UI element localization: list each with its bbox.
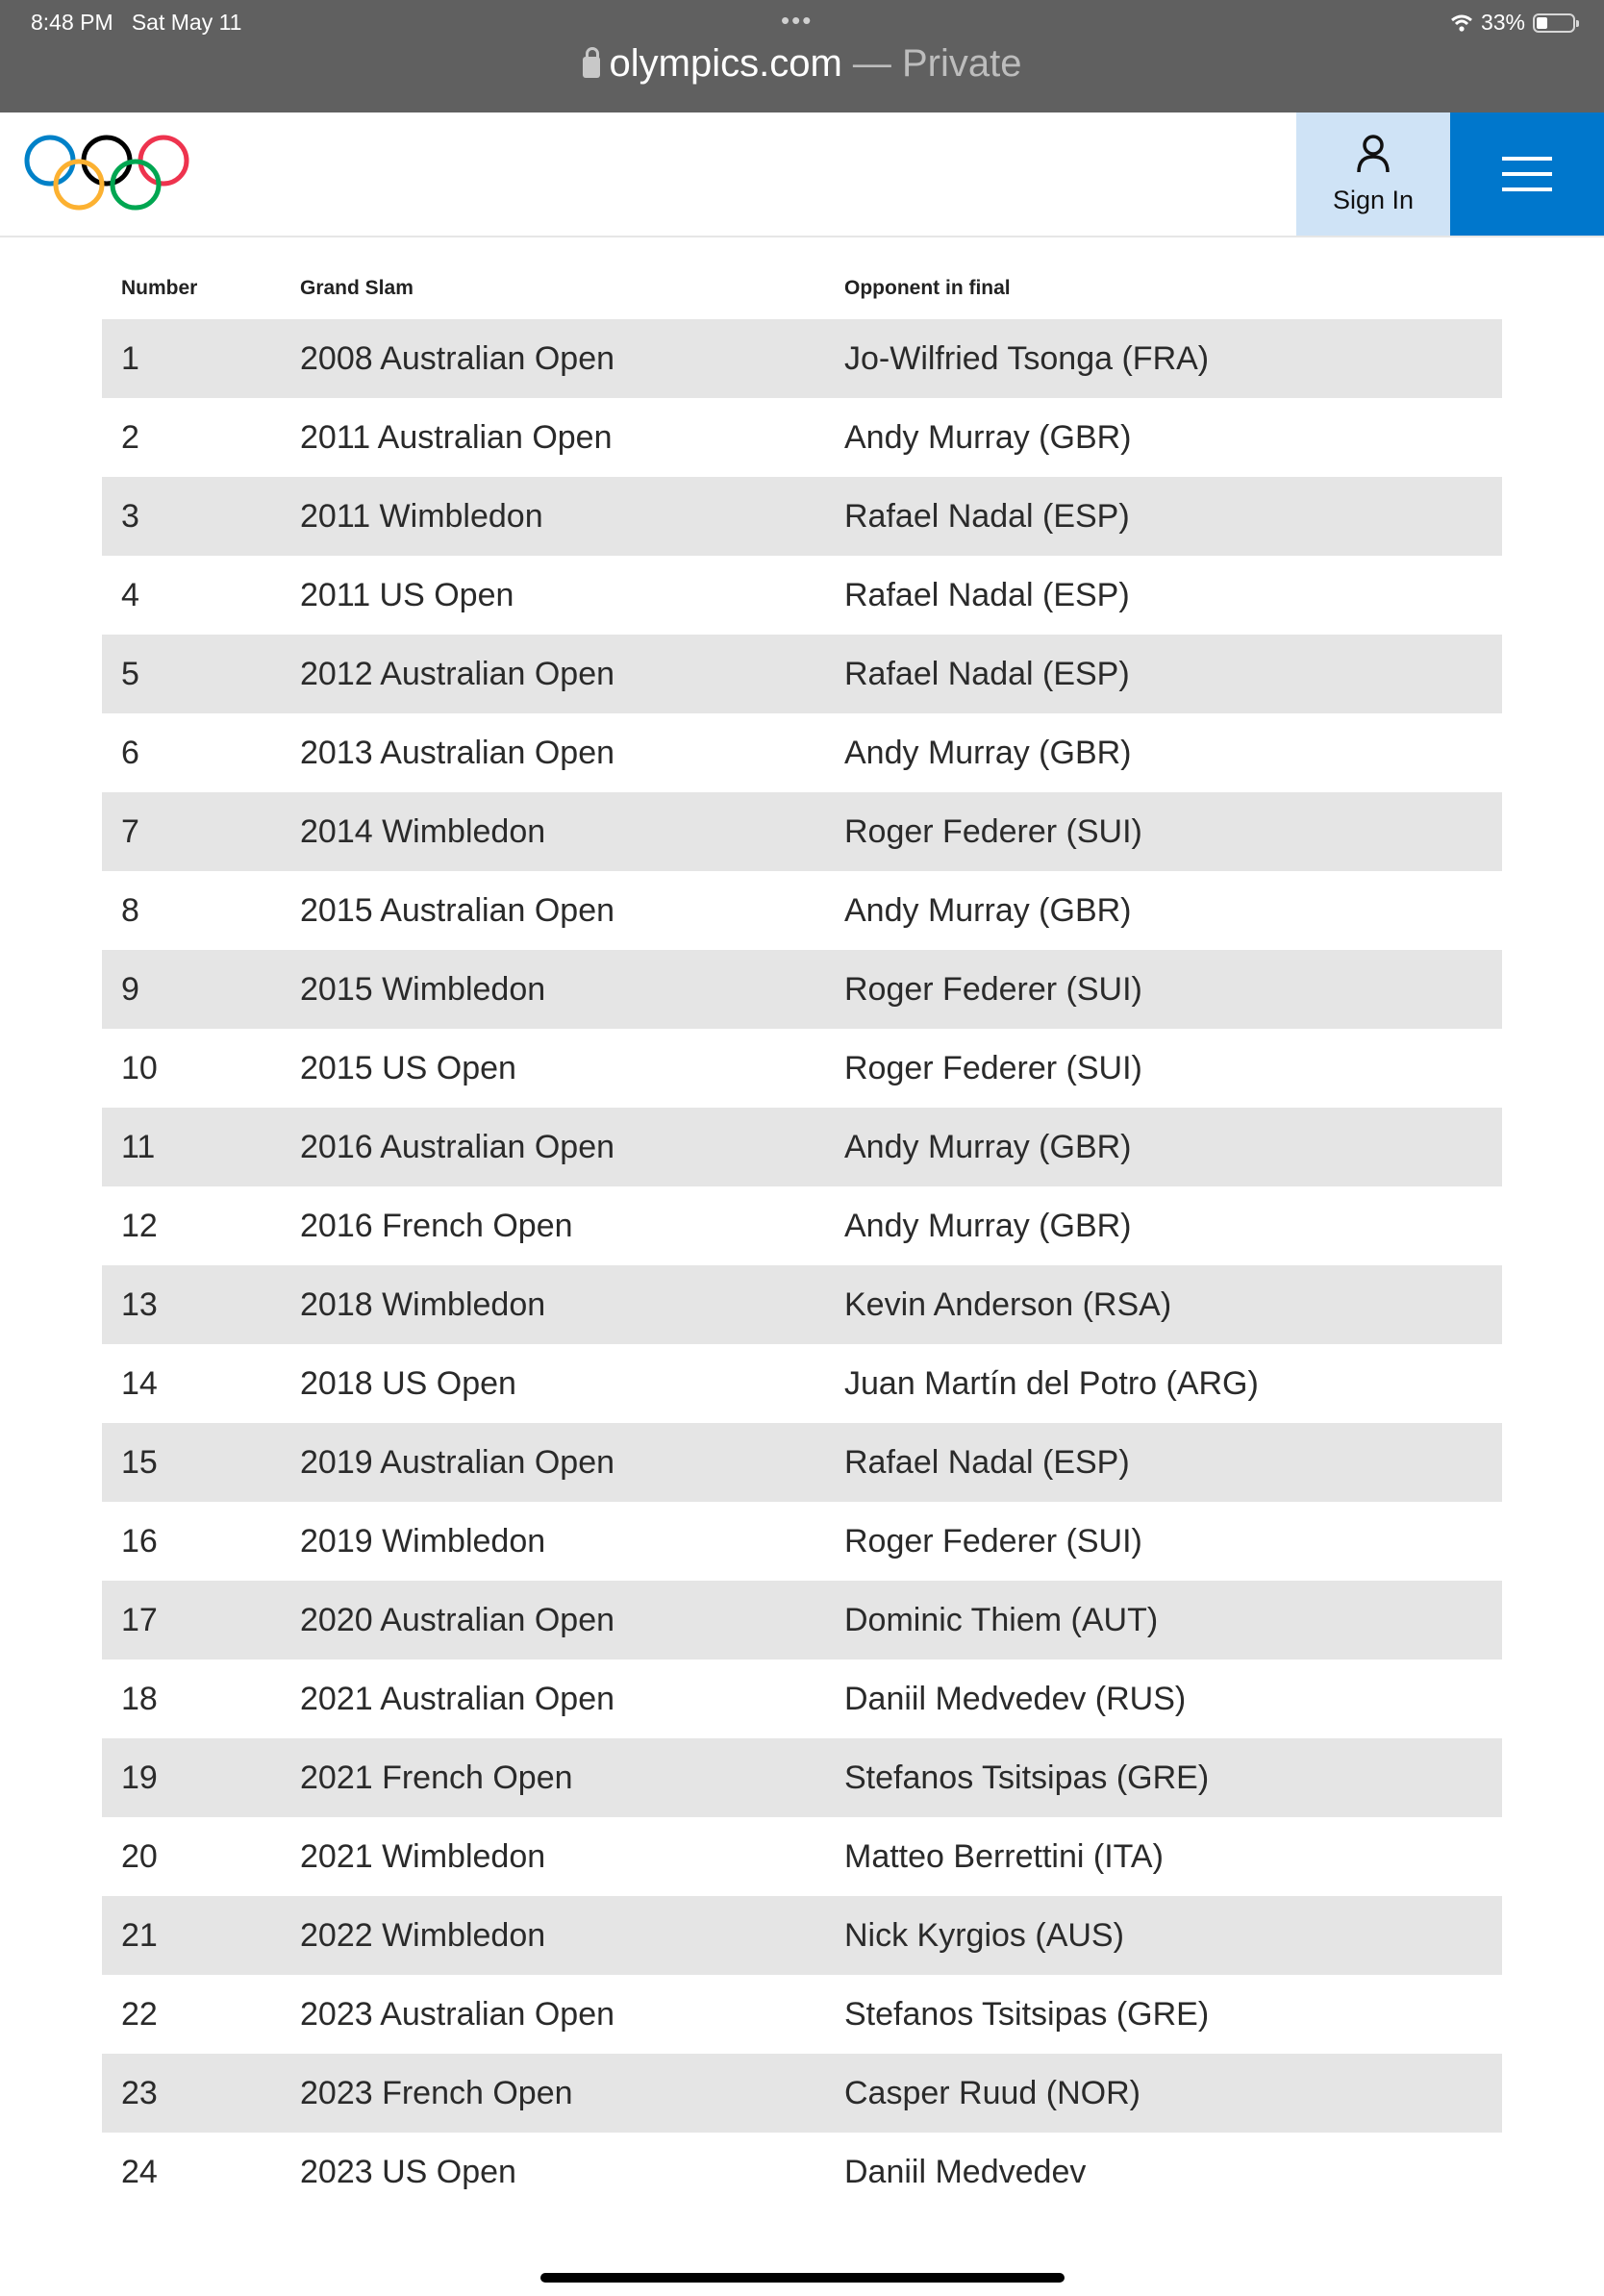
cell-grand-slam: 2008 Australian Open: [300, 340, 615, 377]
wifi-icon: [1450, 13, 1473, 33]
cell-grand-slam: 2023 French Open: [300, 2075, 573, 2111]
table-row: [102, 1344, 1502, 1423]
ring-red: [140, 137, 187, 184]
cell-opponent: Kevin Anderson (RSA): [844, 1286, 1172, 1323]
table-row: [102, 871, 1502, 950]
cell-grand-slam: 2019 Australian Open: [300, 1444, 615, 1481]
site-header: [0, 112, 1604, 237]
sign-in-label: Sign In: [1332, 186, 1415, 214]
ring-black: [84, 137, 130, 184]
status-time: [31, 10, 241, 36]
cell-grand-slam: 2021 Australian Open: [300, 1681, 615, 1717]
cell-number: 8: [121, 892, 139, 929]
cell-number: 23: [121, 2075, 158, 2111]
cell-opponent: Stefanos Tsitsipas (GRE): [844, 1759, 1210, 1796]
cell-opponent: Matteo Berrettini (ITA): [844, 1838, 1164, 1875]
cell-number: 24: [121, 2154, 158, 2190]
date-text: Sat May 11: [131, 10, 242, 35]
multitasking-dots-icon[interactable]: •••: [781, 6, 814, 35]
cell-opponent: Andy Murray (GBR): [844, 1208, 1132, 1244]
table-row: [102, 477, 1502, 556]
cell-grand-slam: 2022 Wimbledon: [300, 1917, 546, 1954]
table-row: [102, 398, 1502, 477]
table-row: [102, 1660, 1502, 1738]
sign-in-button[interactable]: [1296, 112, 1450, 236]
cell-grand-slam: 2015 Australian Open: [300, 892, 615, 929]
menu-bar: [1502, 172, 1552, 176]
cell-opponent: Roger Federer (SUI): [844, 971, 1142, 1008]
cell-number: 10: [121, 1050, 158, 1086]
cell-opponent: Rafael Nadal (ESP): [844, 577, 1130, 613]
cell-number: 21: [121, 1917, 158, 1954]
cell-grand-slam: 2013 Australian Open: [300, 735, 615, 771]
table-row: [102, 2054, 1502, 2133]
cell-opponent: Andy Murray (GBR): [844, 735, 1132, 771]
url-separator: —: [841, 42, 902, 85]
table-body: [102, 319, 1502, 2211]
table-row: [102, 1817, 1502, 1896]
user-icon: [1354, 134, 1392, 174]
cell-opponent: Daniil Medvedev (RUS): [844, 1681, 1187, 1717]
cell-opponent: Rafael Nadal (ESP): [844, 656, 1130, 692]
cell-opponent: Roger Federer (SUI): [844, 1523, 1142, 1560]
table-row: [102, 1186, 1502, 1265]
cell-number: 3: [121, 498, 139, 535]
table-header: [102, 258, 1502, 319]
lock-icon: [583, 57, 600, 78]
cell-opponent: Dominic Thiem (AUT): [844, 1602, 1159, 1638]
cell-number: 20: [121, 1838, 158, 1875]
table-row: [102, 556, 1502, 635]
cell-number: 14: [121, 1365, 158, 1402]
cell-grand-slam: 2016 Australian Open: [300, 1129, 615, 1165]
header-grand-slam: Grand Slam: [300, 277, 414, 299]
cell-number: 4: [121, 577, 139, 613]
cell-grand-slam: 2019 Wimbledon: [300, 1523, 546, 1560]
home-indicator[interactable]: [540, 2273, 1065, 2283]
table-row: [102, 1029, 1502, 1108]
status-right: [1450, 10, 1575, 36]
cell-opponent: Nick Kyrgios (AUS): [844, 1917, 1124, 1954]
battery-icon: [1533, 13, 1575, 33]
cell-number: 16: [121, 1523, 158, 1560]
url-host: olympics.com: [609, 42, 842, 85]
private-mode-label: Private: [902, 42, 1022, 85]
table-row: [102, 1581, 1502, 1660]
table-row: [102, 1738, 1502, 1817]
cell-opponent: Daniil Medvedev: [844, 2154, 1087, 2190]
cell-number: 7: [121, 813, 139, 850]
cell-number: 11: [121, 1129, 156, 1165]
ring-blue: [27, 137, 73, 184]
cell-grand-slam: 2021 French Open: [300, 1759, 573, 1796]
table-row: [102, 1108, 1502, 1186]
cell-grand-slam: 2015 US Open: [300, 1050, 516, 1086]
cell-grand-slam: 2014 Wimbledon: [300, 813, 546, 850]
cell-grand-slam: 2016 French Open: [300, 1208, 573, 1244]
address-bar[interactable]: [0, 42, 1604, 86]
cell-opponent: Andy Murray (GBR): [844, 892, 1132, 929]
olympic-rings-logo[interactable]: [21, 132, 194, 218]
table-row: [102, 950, 1502, 1029]
cell-opponent: Jo-Wilfried Tsonga (FRA): [844, 340, 1210, 377]
menu-bar: [1502, 157, 1552, 161]
cell-opponent: Roger Federer (SUI): [844, 813, 1142, 850]
cell-grand-slam: 2011 Wimbledon: [300, 498, 543, 535]
cell-number: 15: [121, 1444, 158, 1481]
table-row: [102, 319, 1502, 398]
cell-grand-slam: 2012 Australian Open: [300, 656, 615, 692]
time-text: 8:48 PM: [31, 10, 113, 35]
cell-number: 9: [121, 971, 139, 1008]
battery-percent: 33%: [1480, 10, 1525, 35]
cell-grand-slam: 2023 US Open: [300, 2154, 516, 2190]
cell-opponent: Rafael Nadal (ESP): [844, 498, 1130, 535]
cell-opponent: Andy Murray (GBR): [844, 1129, 1132, 1165]
table-row: [102, 635, 1502, 713]
cell-grand-slam: 2018 US Open: [300, 1365, 516, 1402]
table-row: [102, 2133, 1502, 2211]
cell-opponent: Casper Ruud (NOR): [844, 2075, 1140, 2111]
cell-grand-slam: 2020 Australian Open: [300, 1602, 615, 1638]
hamburger-menu-button[interactable]: [1450, 112, 1604, 236]
cell-grand-slam: 2023 Australian Open: [300, 1996, 615, 2033]
table-row: [102, 1896, 1502, 1975]
cell-number: 6: [121, 735, 139, 771]
cell-number: 5: [121, 656, 139, 692]
table-row: [102, 1423, 1502, 1502]
status-bar: [0, 0, 1604, 112]
cell-grand-slam: 2011 Australian Open: [300, 419, 613, 456]
cell-number: 2: [121, 419, 139, 456]
ring-yellow: [56, 162, 102, 208]
menu-bar: [1502, 187, 1552, 191]
table-row: [102, 1265, 1502, 1344]
ring-green: [113, 162, 159, 208]
cell-grand-slam: 2015 Wimbledon: [300, 971, 546, 1008]
table-row: [102, 1975, 1502, 2054]
cell-number: 13: [121, 1286, 158, 1323]
cell-grand-slam: 2021 Wimbledon: [300, 1838, 546, 1875]
cell-number: 22: [121, 1996, 158, 2033]
cell-grand-slam: 2011 US Open: [300, 577, 514, 613]
cell-number: 19: [121, 1759, 158, 1796]
cell-grand-slam: 2018 Wimbledon: [300, 1286, 546, 1323]
cell-number: 12: [121, 1208, 158, 1244]
cell-number: 18: [121, 1681, 158, 1717]
cell-opponent: Juan Martín del Potro (ARG): [844, 1365, 1259, 1402]
cell-opponent: Stefanos Tsitsipas (GRE): [844, 1996, 1210, 2033]
cell-number: 17: [121, 1602, 158, 1638]
table-row: [102, 1502, 1502, 1581]
cell-opponent: Roger Federer (SUI): [844, 1050, 1142, 1086]
table-row: [102, 792, 1502, 871]
cell-opponent: Rafael Nadal (ESP): [844, 1444, 1130, 1481]
header-number: Number: [121, 277, 198, 299]
grand-slam-table: [102, 258, 1502, 2211]
cell-number: 1: [121, 340, 139, 377]
header-opponent: Opponent in final: [844, 277, 1011, 299]
cell-opponent: Andy Murray (GBR): [844, 419, 1132, 456]
table-row: [102, 713, 1502, 792]
